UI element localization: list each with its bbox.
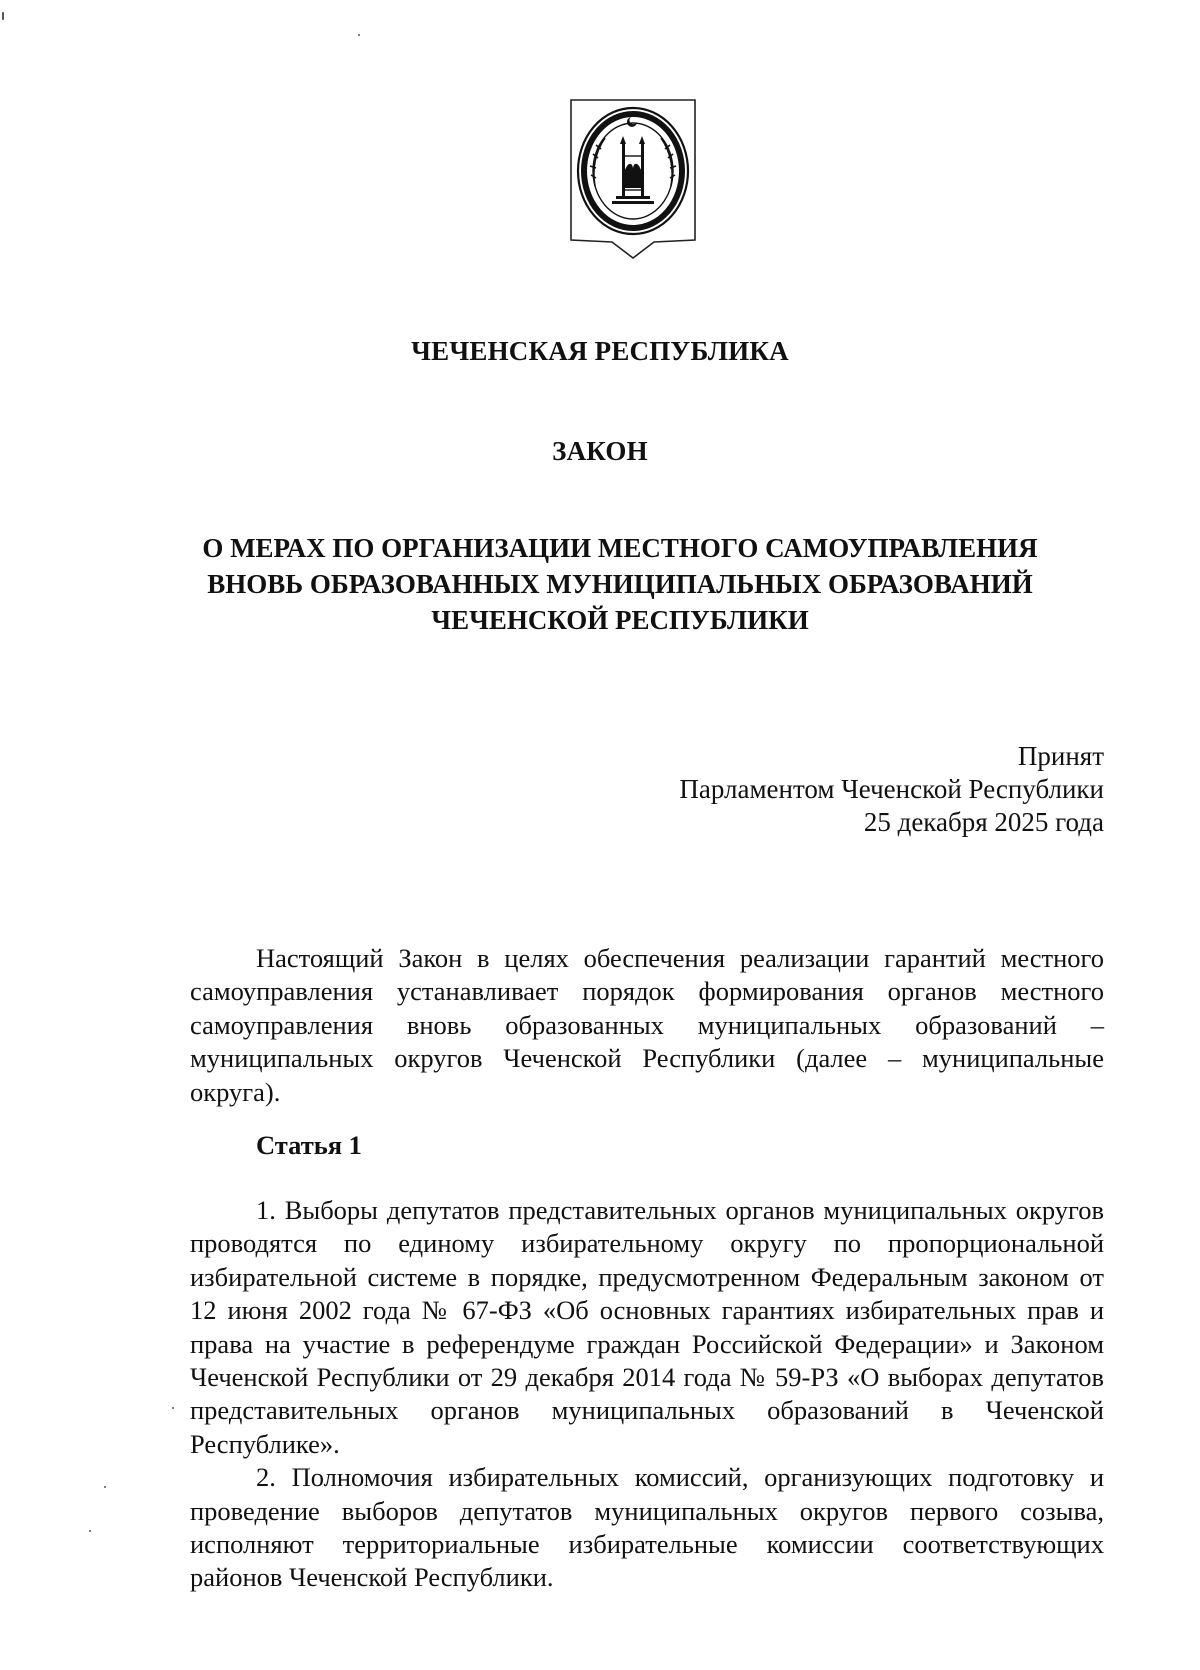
republic-heading: ЧЕЧЕНСКАЯ РЕСПУБЛИКА bbox=[411, 336, 789, 366]
adoption-line: Принят bbox=[1017, 741, 1104, 771]
adoption-date: 25 декабря 2025 года bbox=[863, 807, 1104, 837]
scan-artifact bbox=[358, 34, 360, 36]
scan-artifact bbox=[2, 12, 4, 20]
law-title-line: О МЕРАХ ПО ОРГАНИЗАЦИИ МЕСТНОГО САМОУПРАВЛЕНИЯ bbox=[202, 533, 1038, 563]
article-body bbox=[190, 1194, 1104, 1595]
adoption-block bbox=[679, 740, 1104, 839]
article-paragraph: 2. Полномочия избирательных комиссий, организующих подготовку и проведение выборов депутатов муниципальных округов первого созыва, исполняют территориальные избирательные комиссии соответствующих районов Чеченской Республики. bbox=[190, 1462, 1104, 1593]
coat-of-arms-icon bbox=[568, 98, 698, 272]
preamble-paragraph: Настоящий Закон в целях обеспечения реализации гарантий местного самоуправления устанавливает порядок формирования органов местного самоуправления вновь образованных муниципальных образований – муниципальных округов Чеченской Республики (далее – муниципальные округа). bbox=[190, 943, 1104, 1107]
law-title-line: ВНОВЬ ОБРАЗОВАННЫХ МУНИЦИПАЛЬНЫХ ОБРАЗОВАНИЙ bbox=[207, 569, 1033, 599]
law-title bbox=[150, 530, 1090, 638]
article-paragraph: 1. Выборы депутатов представительных органов муниципальных округов проводятся по единому избирательному округу по пропорциональной избирательной системе в порядке, предусмотренном Федеральным законом от 12 июня 2002 года № 67-ФЗ «Об основных гарантиях избирательных прав и права на участие в референдуме граждан Российской Федерации» и Законом Чеченской Республики от 29 декабря 2014 года № 59-РЗ «О выборах депутатов представительных органов муниципальных образований в Чеченской Республике». bbox=[190, 1195, 1104, 1459]
adoption-line: Парламентом Чеченской Республики bbox=[679, 774, 1104, 804]
article-heading: Статья 1 bbox=[256, 1130, 362, 1160]
law-title-line: ЧЕЧЕНСКОЙ РЕСПУБЛИКИ bbox=[431, 605, 809, 635]
preamble bbox=[190, 942, 1104, 1109]
scan-artifact bbox=[104, 1486, 106, 1488]
scan-artifact bbox=[89, 1530, 91, 1532]
scan-artifact bbox=[172, 1407, 174, 1409]
document-type-heading: ЗАКОН bbox=[552, 436, 648, 466]
